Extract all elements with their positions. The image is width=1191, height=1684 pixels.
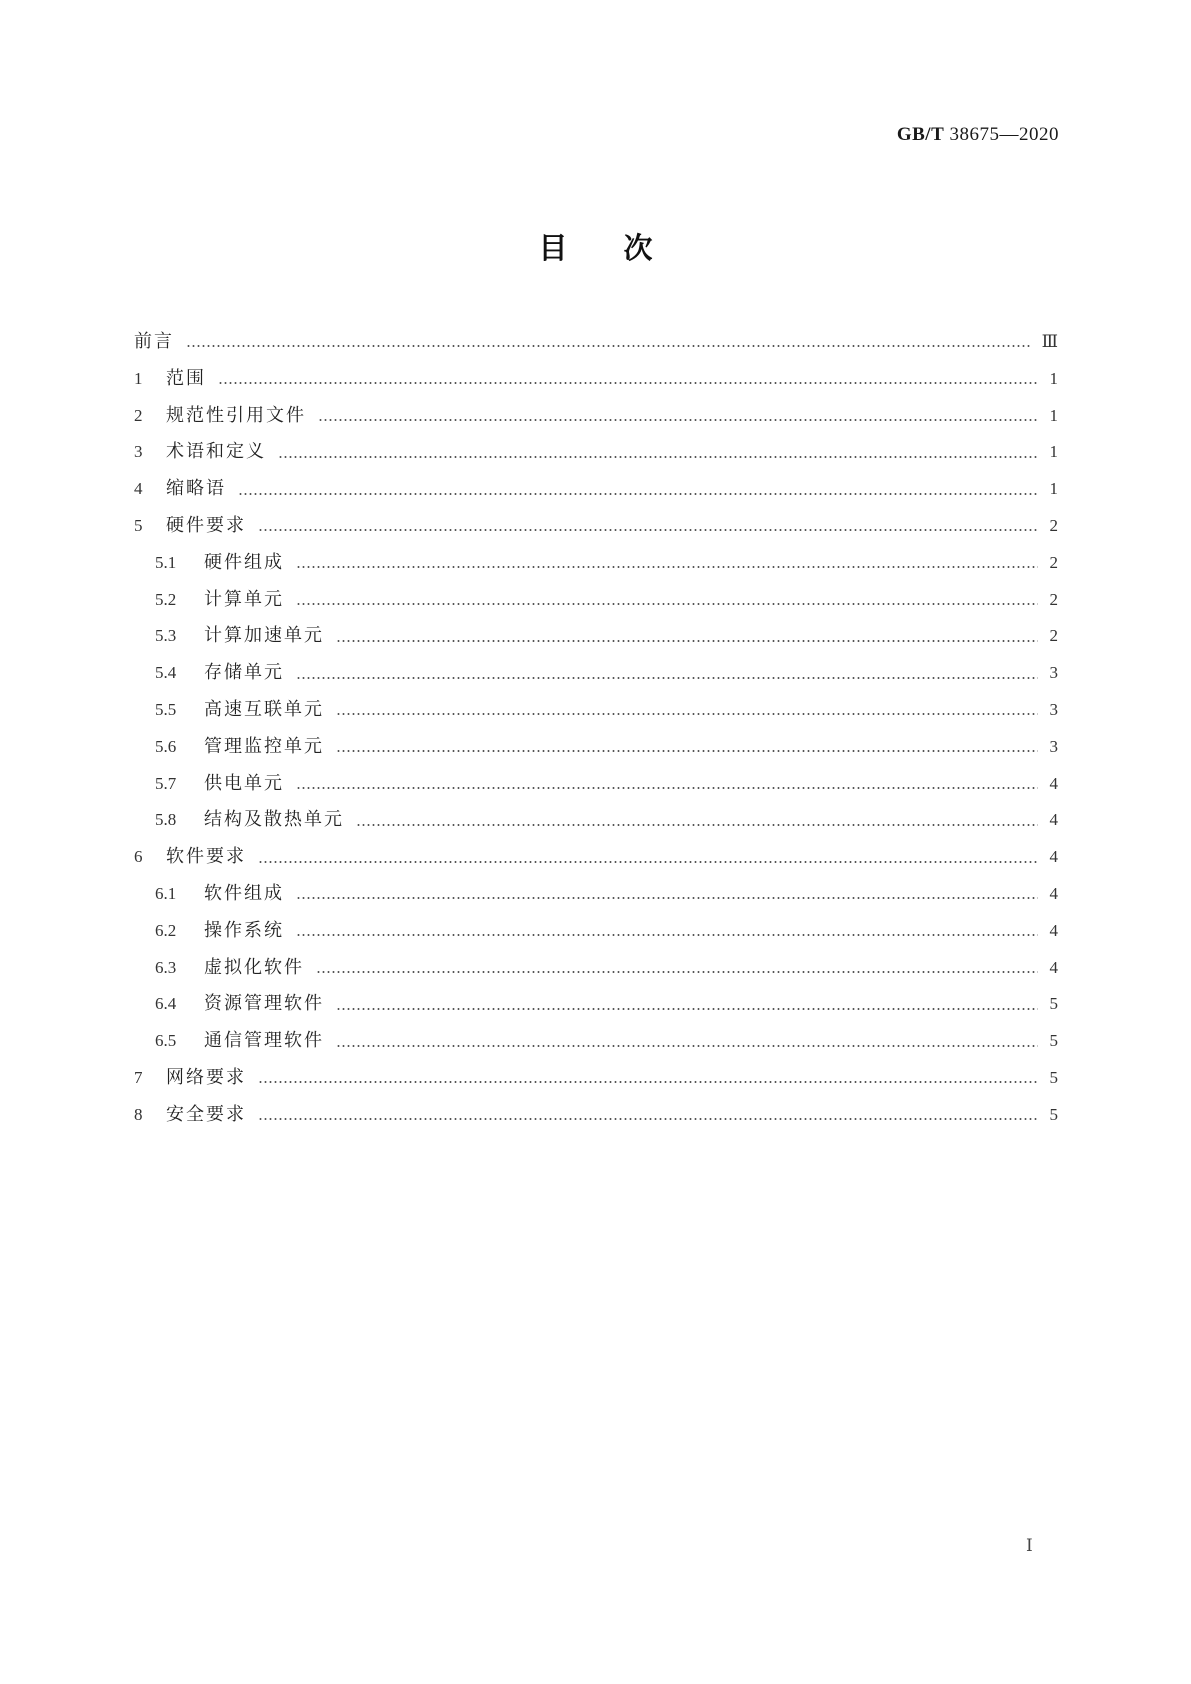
toc-entry-label: 计算加速单元 — [204, 625, 324, 647]
toc-entry[interactable] — [134, 508, 1058, 545]
toc-leader-dots — [356, 824, 1038, 826]
toc-entry[interactable] — [134, 1060, 1058, 1097]
toc-entry-number: 1 — [134, 368, 143, 388]
toc-entry-label: 规范性引用文件 — [166, 404, 306, 426]
toc-entry-page: 5 — [1049, 994, 1058, 1014]
toc-entry-page: 5 — [1049, 1104, 1058, 1124]
toc-entry-page: 2 — [1049, 515, 1058, 535]
toc-entry-number: 4 — [134, 479, 143, 499]
toc-entry-number: 5.6 — [155, 736, 177, 756]
toc-leader-dots — [238, 493, 1038, 495]
toc-entry-page: 4 — [1049, 810, 1058, 830]
toc-entry-label: 虚拟化软件 — [204, 956, 304, 978]
table-of-contents — [134, 324, 1058, 1134]
toc-entry-label: 前言 — [134, 331, 174, 352]
toc-entry-label: 软件要求 — [166, 846, 246, 868]
toc-entry-number: 7 — [134, 1067, 143, 1087]
toc-entry-label: 术语和定义 — [166, 441, 266, 463]
toc-entry-label: 资源管理软件 — [204, 993, 324, 1015]
toc-entry-number: 2 — [134, 405, 143, 425]
toc-entry[interactable] — [134, 802, 1058, 839]
toc-entry-page: 5 — [1049, 1031, 1058, 1051]
toc-entry-label: 管理监控单元 — [204, 735, 324, 757]
toc-entry[interactable] — [134, 692, 1058, 729]
toc-leader-dots — [296, 603, 1038, 605]
toc-entry[interactable] — [134, 655, 1058, 692]
toc-entry[interactable] — [134, 434, 1058, 471]
toc-entry-number: 5.8 — [155, 810, 177, 830]
toc-entry[interactable] — [134, 582, 1058, 619]
toc-entry[interactable] — [134, 729, 1058, 766]
toc-entry-page: 5 — [1049, 1067, 1058, 1087]
toc-entry-page: 2 — [1049, 589, 1058, 609]
toc-entry[interactable] — [134, 471, 1058, 508]
toc-entry-label: 存储单元 — [204, 662, 284, 684]
toc-leader-dots — [278, 456, 1038, 458]
toc-leader-dots — [186, 345, 1032, 347]
toc-entry-label: 供电单元 — [204, 772, 284, 794]
toc-entry-page: 4 — [1049, 847, 1058, 867]
toc-entry[interactable] — [134, 545, 1058, 582]
toc-leader-dots — [296, 934, 1038, 936]
toc-entry-label: 通信管理软件 — [204, 1030, 324, 1052]
toc-entry-page: 1 — [1049, 368, 1058, 388]
standard-prefix: GB/T — [896, 124, 945, 145]
toc-entry[interactable] — [134, 839, 1058, 876]
toc-entry-number: 5.5 — [155, 699, 177, 719]
toc-leader-dots — [336, 1045, 1038, 1047]
toc-leader-dots — [316, 971, 1038, 973]
toc-entry-number: 6 — [134, 847, 143, 867]
toc-leader-dots — [336, 1008, 1038, 1010]
standard-code — [897, 124, 1059, 146]
toc-entry-number: 6.4 — [155, 994, 177, 1014]
toc-entry-page: 2 — [1049, 626, 1058, 646]
toc-leader-dots — [336, 713, 1038, 715]
toc-entry[interactable] — [134, 950, 1058, 987]
toc-entry-number: 6.1 — [155, 883, 177, 903]
toc-entry-page: 3 — [1049, 736, 1058, 756]
toc-entry-page: 1 — [1049, 442, 1058, 462]
standard-number: 38675—2020 — [949, 124, 1059, 145]
toc-leader-dots — [296, 787, 1038, 789]
toc-leader-dots — [296, 566, 1038, 568]
toc-leader-dots — [218, 382, 1038, 384]
toc-entry[interactable] — [134, 324, 1058, 361]
toc-entry-label: 范围 — [166, 367, 206, 389]
toc-entry[interactable] — [134, 618, 1058, 655]
toc-entry-number: 5.3 — [155, 626, 177, 646]
toc-entry-number: 5.4 — [155, 663, 177, 683]
toc-entry-page: 4 — [1049, 957, 1058, 977]
toc-leader-dots — [318, 419, 1038, 421]
toc-entry-page: 4 — [1049, 773, 1058, 793]
toc-entry-number: 3 — [134, 442, 143, 462]
page-number: Ⅰ — [1026, 1536, 1033, 1555]
toc-leader-dots — [258, 1081, 1038, 1083]
toc-entry-number: 6.3 — [155, 957, 177, 977]
toc-leader-dots — [296, 897, 1038, 899]
toc-entry[interactable] — [134, 876, 1058, 913]
toc-entry[interactable] — [134, 1023, 1058, 1060]
toc-entry-number: 5.1 — [155, 552, 177, 572]
toc-entry[interactable] — [134, 1097, 1058, 1134]
toc-entry[interactable] — [134, 986, 1058, 1023]
toc-entry-page: 1 — [1049, 405, 1058, 425]
toc-entry-page: 2 — [1049, 552, 1058, 572]
toc-entry-label: 安全要求 — [166, 1103, 246, 1125]
toc-entry[interactable] — [134, 361, 1058, 398]
toc-entry-label: 计算单元 — [204, 588, 284, 610]
toc-entry-label: 网络要求 — [166, 1066, 246, 1088]
toc-entry-page: 4 — [1049, 920, 1058, 940]
toc-entry-page: 3 — [1049, 663, 1058, 683]
page-title: 目次 — [538, 231, 709, 265]
toc-leader-dots — [258, 529, 1038, 531]
toc-entry-label: 结构及散热单元 — [204, 809, 344, 831]
toc-entry-page: Ⅲ — [1041, 332, 1058, 351]
toc-leader-dots — [296, 677, 1038, 679]
toc-entry-number: 5.7 — [155, 773, 177, 793]
toc-entry-page: 3 — [1049, 699, 1058, 719]
toc-entry-label: 软件组成 — [204, 882, 284, 904]
toc-leader-dots — [336, 750, 1038, 752]
toc-entry-number: 5 — [134, 515, 143, 535]
toc-entry-label: 缩略语 — [166, 478, 226, 500]
toc-entry[interactable] — [134, 913, 1058, 950]
toc-entry-number: 6.2 — [155, 920, 177, 940]
toc-entry-label: 高速互联单元 — [204, 698, 324, 720]
toc-leader-dots — [336, 640, 1038, 642]
toc-entry[interactable] — [134, 766, 1058, 803]
toc-leader-dots — [258, 1118, 1038, 1120]
toc-entry-page: 4 — [1049, 883, 1058, 903]
toc-entry-number: 8 — [134, 1104, 143, 1124]
toc-entry-number: 6.5 — [155, 1031, 177, 1051]
toc-entry-number: 5.2 — [155, 589, 177, 609]
toc-entry-label: 操作系统 — [204, 919, 284, 941]
toc-entry-label: 硬件要求 — [166, 514, 246, 536]
toc-entry-page: 1 — [1049, 479, 1058, 499]
toc-leader-dots — [258, 861, 1038, 863]
toc-entry[interactable] — [134, 398, 1058, 435]
toc-entry-label: 硬件组成 — [204, 551, 284, 573]
